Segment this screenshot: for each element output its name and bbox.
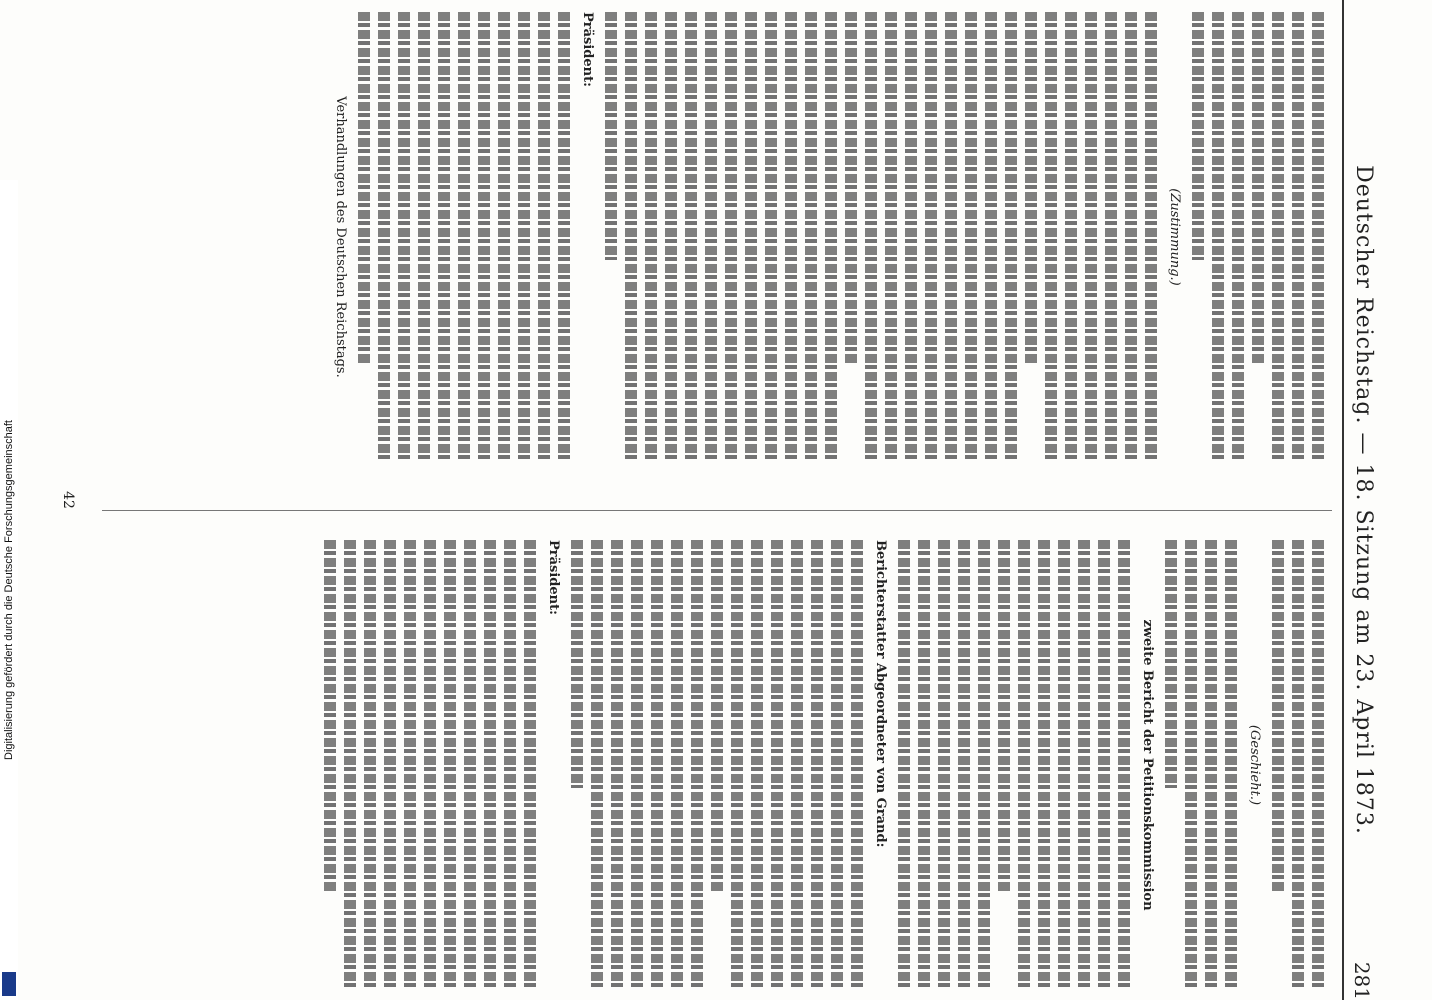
- speaker-label: Präsident:: [580, 12, 595, 87]
- page-header: [1342, 0, 1384, 1000]
- dfg-logo-icon: [2, 972, 16, 996]
- page-footer-number: 42: [60, 491, 76, 509]
- section-heading: zweite Bericht der Petitionskommission: [1140, 619, 1155, 911]
- interjection: (Zustimmung.): [1167, 188, 1182, 286]
- page-title: Deutscher Reichstag. — 18. Sitzung am 23. April 1873.: [1351, 165, 1376, 835]
- side-notice-text: Digitalisierung gefördert durch die Deutsche Forschungsgemeinschaft: [3, 420, 15, 760]
- interjection: (Geschieht.): [1247, 724, 1262, 806]
- reporter-label: Berichterstatter Abgeordneter von Grand:: [873, 540, 888, 848]
- left-column: [102, 12, 1332, 462]
- right-column: [102, 540, 1332, 990]
- side-notice: [0, 180, 18, 1000]
- column-divider: [102, 510, 1332, 511]
- proceedings-footer: Verhandlungen des Deutschen Reichstags.: [333, 96, 348, 378]
- speaker-label: Präsident:: [546, 540, 561, 615]
- page-number: 281: [1350, 961, 1374, 1000]
